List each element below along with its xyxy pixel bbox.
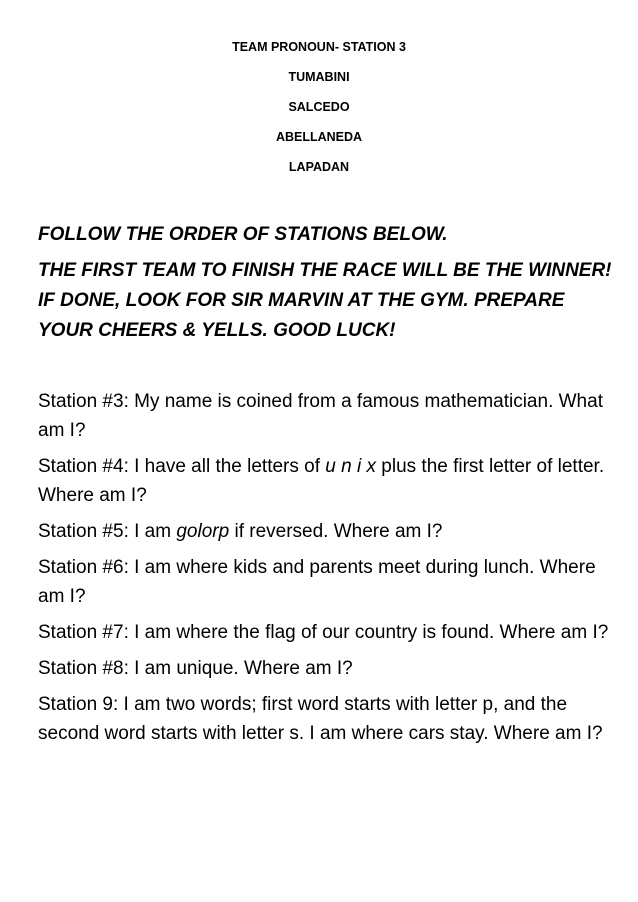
instruction-order: FOLLOW THE ORDER OF STATIONS BELOW. [38, 224, 448, 245]
station-5-text-before: Station #5: I am [38, 521, 177, 542]
station-5-riddle [38, 517, 623, 546]
instruction-race: THE FIRST TEAM TO FINISH THE RACE WILL BE THE WINNER! IF DONE, LOOK FOR SIR MARVIN AT THE GYM. PREPARE YOUR CHEERS & YELLS. GOOD LUCK! [38, 260, 612, 341]
station-3-riddle: Station #3: My name is coined from a famous mathematician. What am I? [38, 391, 603, 441]
stations-list [38, 387, 623, 755]
station-5-text-after: if reversed. Where am I? [229, 521, 443, 542]
station-4-emphasis: u n i x [325, 456, 376, 477]
header-block [0, 40, 638, 175]
station-8-riddle: Station #8: I am unique. Where am I? [38, 658, 353, 679]
station-4-text-after: plus the first letter of letter. Where am I? [38, 456, 605, 506]
team-member-3: ABELLANEDA [275, 130, 363, 144]
team-member-4: LAPADAN [288, 160, 350, 174]
station-6-riddle: Station #6: I am where kids and parents meet during lunch. Where am I? [38, 557, 596, 607]
team-member-2: SALCEDO [288, 100, 350, 114]
station-4-text-before: Station #4: I have all the letters of [38, 456, 326, 477]
station-9-riddle: Station 9: I am two words; first word starts with letter p, and the second word starts with letter s. I am where cars stay. Where am I? [38, 694, 603, 744]
document-title: TEAM PRONOUN- STATION 3 [232, 40, 406, 54]
station-5-emphasis: golorp [176, 521, 230, 542]
station-4-riddle [38, 452, 623, 510]
team-member-1: TUMABINI [288, 70, 350, 84]
instructions-block [38, 220, 618, 346]
station-7-riddle: Station #7: I am where the flag of our country is found. Where am I? [38, 622, 609, 643]
